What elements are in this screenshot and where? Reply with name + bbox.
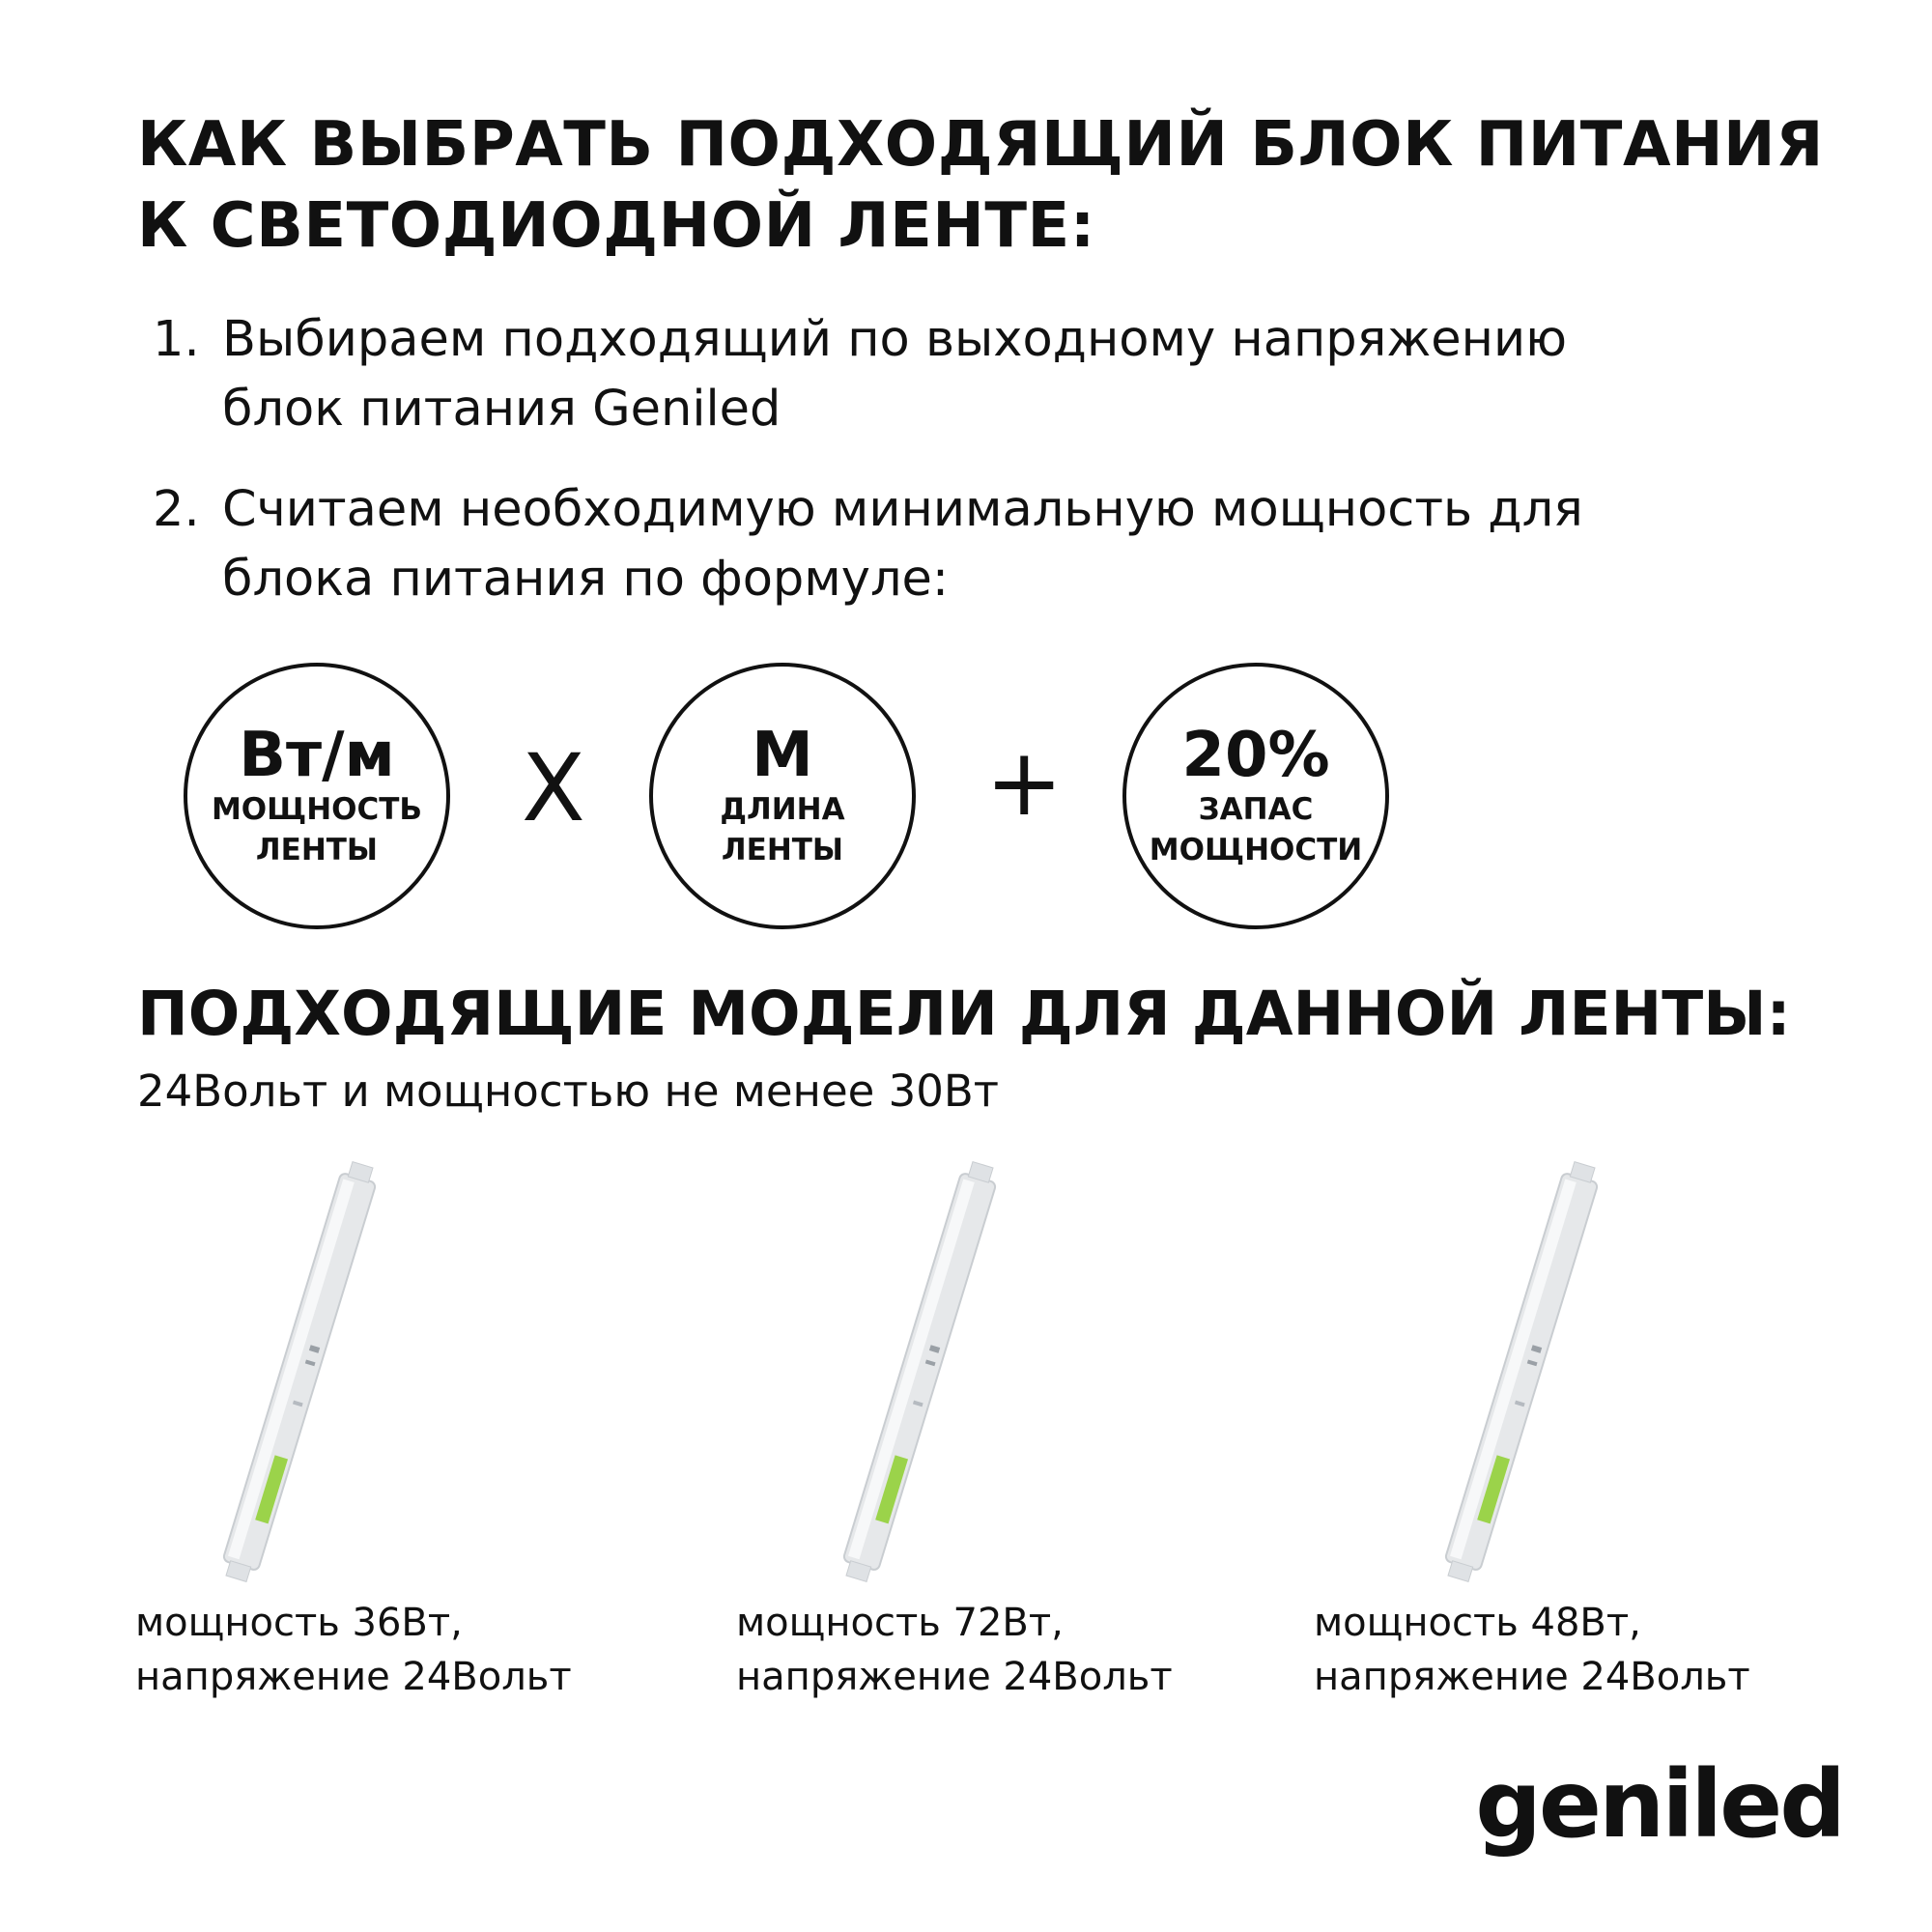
multiply-operator: Х bbox=[522, 734, 585, 842]
circle-value: М bbox=[752, 720, 813, 791]
caption-power: мощность 72Вт, bbox=[736, 1601, 1064, 1645]
caption-voltage: напряжение 24Вольт bbox=[135, 1655, 572, 1699]
circle-label-line-2: МОЩНОСТИ bbox=[1149, 833, 1363, 867]
title-line-1: КАК ВЫБРАТЬ ПОДХОДЯЩИЙ БЛОК ПИТАНИЯ bbox=[137, 109, 1824, 181]
caption-voltage: напряжение 24Вольт bbox=[736, 1655, 1173, 1699]
formula-circle-length bbox=[649, 663, 916, 929]
product-caption-1 bbox=[135, 1596, 572, 1704]
step-text-line-2: блока питания по формуле: bbox=[222, 551, 950, 608]
page-title bbox=[137, 104, 1876, 267]
step-2 bbox=[153, 475, 1872, 614]
step-number: 1. bbox=[153, 311, 200, 368]
circle-label-line-2: ЛЕНТЫ bbox=[721, 833, 844, 867]
circle-label-line-1: ЗАПАС bbox=[1198, 792, 1314, 827]
power-supply-image-1 bbox=[184, 1159, 415, 1584]
circle-label-line-1: МОЩНОСТЬ bbox=[211, 792, 423, 827]
power-supply-image-3 bbox=[1406, 1159, 1637, 1584]
caption-voltage: напряжение 24Вольт bbox=[1314, 1655, 1750, 1699]
step-text-line-2: блок питания Geniled bbox=[222, 381, 781, 438]
product-caption-3 bbox=[1314, 1596, 1750, 1704]
step-text-line-1: Выбираем подходящий по выходному напряжению bbox=[222, 311, 1568, 368]
step-number: 2. bbox=[153, 481, 200, 538]
caption-power: мощность 48Вт, bbox=[1314, 1601, 1641, 1645]
circle-value: Вт/м bbox=[239, 720, 395, 791]
step-1 bbox=[153, 305, 1872, 444]
circle-label-line-1: ДЛИНА bbox=[720, 792, 845, 827]
product-caption-2 bbox=[736, 1596, 1173, 1704]
models-heading: ПОДХОДЯЩИЕ МОДЕЛИ ДЛЯ ДАННОЙ ЛЕНТЫ: bbox=[137, 979, 1791, 1049]
formula-circle-reserve bbox=[1122, 663, 1389, 929]
circle-label-line-2: ЛЕНТЫ bbox=[255, 833, 379, 867]
formula-circle-power bbox=[184, 663, 450, 929]
plus-operator: + bbox=[985, 728, 1064, 837]
step-text-line-1: Считаем необходимую минимальную мощность для bbox=[222, 481, 1583, 538]
caption-power: мощность 36Вт, bbox=[135, 1601, 463, 1645]
circle-value: 20% bbox=[1181, 720, 1330, 791]
brand-logo: geniled bbox=[1475, 1750, 1843, 1859]
title-line-2: К СВЕТОДИОДНОЙ ЛЕНТЕ: bbox=[137, 190, 1095, 262]
power-supply-image-2 bbox=[804, 1159, 1036, 1584]
models-subheading: 24Вольт и мощностью не менее 30Вт bbox=[137, 1065, 999, 1117]
